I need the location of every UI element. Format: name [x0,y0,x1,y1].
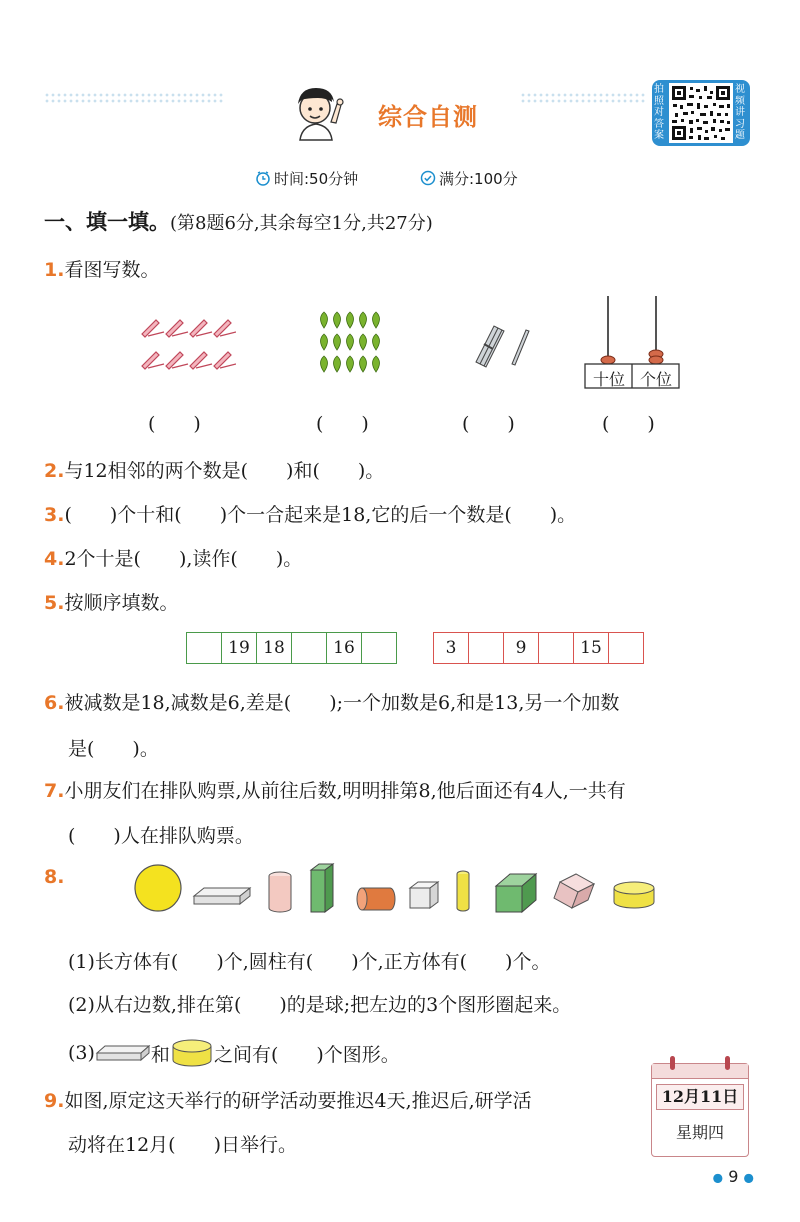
cylinder-shape-2 [357,888,395,910]
calendar-card [651,1063,749,1157]
sequence-cell: 18 [257,633,292,663]
question-number: 1. [44,259,65,281]
cylinder-shape-1 [269,872,291,912]
question-7-line-2[interactable]: ( )人在排队购票。 [68,825,254,847]
calendar-date: 12月11日 [656,1084,744,1110]
question-number: 7. [44,780,65,802]
number-sequence-ascending [433,632,644,664]
q1-answer-blank-1[interactable]: ( ) [148,413,201,435]
question-text-line-1: 如图,原定这天举行的研学活动要推迟4天,推迟后,研学活 [64,1090,532,1112]
sequence-cell[interactable] [539,633,574,663]
cube-shape [410,882,438,908]
sphere-shape [135,865,181,911]
q1-answer-blank-2[interactable]: ( ) [316,413,369,435]
cylinder-shape-3 [457,871,469,911]
section-heading [44,206,433,236]
question-9-line-2[interactable]: 动将在12月( )日举行。 [68,1134,298,1156]
qr-side-label-right: 视频讲习题 [735,84,745,141]
sequence-cell: 9 [504,633,539,663]
page-number-value: 9 [728,1167,739,1186]
question-number: 4. [44,548,65,570]
sequence-cell: 3 [434,633,469,663]
time-limit: 时间:50分钟 [274,170,359,188]
question-text-line-1: 小朋友们在排队购票,从前往后数,明明排第8,他后面还有4人,一共有 [64,780,626,802]
leaf-group-picture [318,310,394,376]
cylinder-flat-shape [614,882,654,908]
question-text: 按顺序填数。 [64,592,179,614]
full-score: 满分:100分 [439,170,518,188]
question-number: 6. [44,692,65,714]
calendar-rings-icon [666,1054,734,1074]
question-6 [44,688,619,715]
cuboid-flat-inline-icon [95,1041,151,1065]
header-decoration-right [520,92,645,104]
question-text[interactable]: ( )个十和( )个一合起来是18,它的后一个数是( )。 [64,504,577,526]
qr-side-label-left: 拍照对答案 [654,84,664,141]
question-number: 9. [44,1090,65,1112]
section-title: 一、填一填。 [44,210,170,234]
question-number: 8. [44,866,65,888]
question-7 [44,776,626,803]
question-8-sub-3 [68,1038,400,1068]
q1-answer-blank-3[interactable]: ( ) [462,413,515,435]
question-1 [44,255,159,282]
question-6-line-2[interactable]: 是( )。 [68,738,159,760]
cuboid-flat-shape [194,888,250,904]
question-number: 3. [44,504,65,526]
question-3 [44,500,576,527]
question-text[interactable]: 2个十是( ),读作( )。 [64,548,303,570]
pencil-group-picture [136,312,236,374]
sequence-cell: 19 [222,633,257,663]
sub-3-and: 和 [150,1043,170,1066]
question-text[interactable]: 与12相邻的两个数是( )和( )。 [64,460,385,482]
question-8 [44,866,64,888]
qr-code-icon [669,83,733,143]
sequence-cell[interactable] [362,633,396,663]
boy-mascot-icon [284,78,348,142]
sequence-cell: 16 [327,633,362,663]
question-9 [44,1086,532,1113]
q1-answer-blank-4[interactable]: ( ) [602,413,655,435]
sequence-cell[interactable] [609,633,643,663]
page-title: 综合自测 [378,103,478,131]
cube-tilted-shape [554,874,594,908]
question-4 [44,544,302,571]
calendar-weekday: 星期四 [675,1123,724,1142]
page-number: ● 9 ● [712,1167,754,1186]
question-2 [44,456,384,483]
cuboid-tall-shape [311,864,333,912]
sub-3-prefix: (3) [68,1042,95,1064]
question-number: 5. [44,592,65,614]
cube-green-shape [496,874,536,912]
solid-shapes-row [130,858,670,918]
sequence-cell[interactable] [469,633,504,663]
sub-3-suffix[interactable]: 之间有( )个图形。 [213,1043,400,1066]
sequence-cell[interactable] [187,633,222,663]
clock-icon [255,170,271,186]
question-number: 2. [44,460,65,482]
abacus-tens-label: 十位 [592,370,625,389]
stick-bundle-picture [472,322,534,370]
header-decoration-left [44,92,224,104]
question-8-sub-1[interactable]: (1)长方体有( )个,圆柱有( )个,正方体有( )个。 [68,951,551,973]
question-text: 看图写数。 [64,259,160,281]
question-5 [44,588,178,615]
qr-code-panel[interactable] [652,80,750,146]
question-text-line-1[interactable]: 被减数是18,减数是6,差是( );一个加数是6,和是13,另一个加数 [64,692,620,714]
check-circle-icon [420,170,436,186]
sequence-cell: 15 [574,633,609,663]
number-sequence-descending [186,632,397,664]
sequence-cell[interactable] [292,633,327,663]
cylinder-flat-inline-icon [170,1038,214,1068]
section-note: (第8题6分,其余每空1分,共27分) [170,213,433,234]
question-8-sub-2[interactable]: (2)从右边数,排在第( )的是球;把左边的3个图形圈起来。 [68,994,572,1016]
abacus-ones-label: 个位 [639,370,672,389]
